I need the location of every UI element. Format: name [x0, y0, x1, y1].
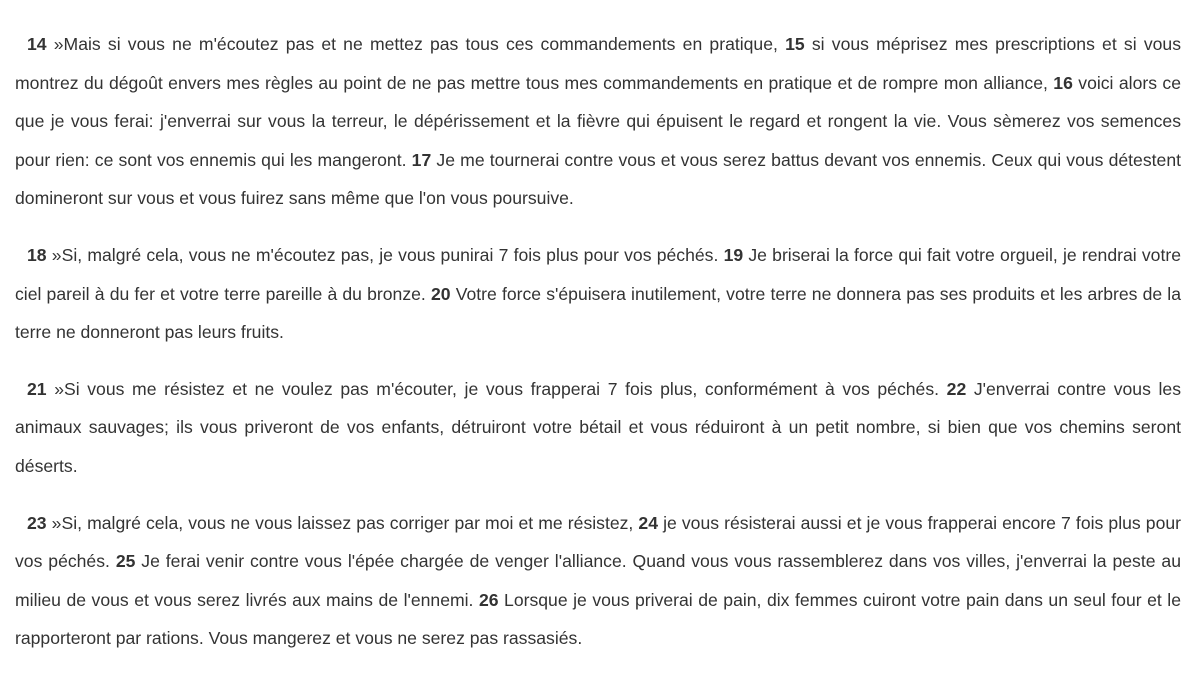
verse-number: 20 — [430, 283, 451, 304]
verse-number: 15 — [785, 34, 805, 54]
verse-text: Je me tournerai contre vous et vous serez battus devant vos ennemis. Ceux qui vous détestent domineront sur vous et vous fuirez sans même que l'on vous poursuive. — [15, 149, 1181, 209]
verse-number: 23 — [27, 512, 47, 533]
verse-number: 22 — [946, 378, 967, 399]
verse-text: Je ferai venir contre vous l'épée chargée de venger l'alliance. Quand vous vous rassemblerez dans vos villes, j'enverrai la peste au milieu de vous et vous serez livrés aux mains de l'ennemi. — [15, 551, 1181, 610]
verse-text: voici alors ce que je vous ferai: j'enverrai sur vous la terreur, le dépérissement et la fièvre qui épuisent le regard et rongent la vie. Vous sèmerez vos semences pour rien: ce sont vos ennemis qui les mangeront. — [15, 72, 1181, 170]
verse-number: 21 — [27, 378, 47, 399]
verse-text: Je briserai la force qui fait votre orgueil, je rendrai votre ciel pareil à du fer et votre terre pareille à du bronze. — [15, 244, 1181, 304]
paragraph-4 — [15, 504, 1181, 658]
verse-text: je vous résisterai aussi et je vous frapperai encore 7 fois plus pour vos péchés. — [15, 512, 1181, 572]
verse-number: 16 — [1053, 72, 1073, 93]
verse-number: 24 — [638, 512, 658, 533]
verse-text: »Mais si vous ne m'écoutez pas et ne mettez pas tous ces commandements en pratique, — [46, 34, 786, 54]
verse-text: Lorsque je vous priverai de pain, dix femmes cuiront votre pain dans un seul four et le rapporteront par rations. Vous mangerez et vous ne serez pas rassasiés. — [15, 589, 1181, 649]
verse-text: »Si, malgré cela, vous ne m'écoutez pas, je vous punirai 7 fois plus pour vos péchés. — [46, 244, 724, 265]
paragraph-2 — [15, 236, 1181, 352]
verse-number: 18 — [27, 244, 47, 265]
verse-text: J'enverrai contre vous les animaux sauvages; ils vous priveront de vos enfants, détruiront votre bétail et vous réduiront à un petit nombre, si bien que vos chemins seront déserts. — [15, 378, 1182, 476]
verse-number: 14 — [27, 34, 47, 54]
verse-number: 19 — [723, 244, 744, 265]
verse-number: 25 — [115, 551, 136, 572]
paragraph-1 — [15, 25, 1181, 218]
verse-text: »Si vous me résistez et ne voulez pas m'écouter, je vous frapperai 7 fois plus, conformément à vos péchés. — [46, 378, 947, 399]
paragraph-3 — [15, 370, 1181, 486]
verse-number: 26 — [478, 589, 499, 610]
verse-text: »Si, malgré cela, vous ne vous laissez pas corriger par moi et me résistez, — [46, 512, 639, 533]
verse-text: Votre force s'épuisera inutilement, votre terre ne donnera pas ses produits et les arbres de la terre ne donneront pas leurs fruits. — [15, 283, 1182, 343]
verse-text: si vous méprisez mes prescriptions et si vous montrez du dégoût envers mes règles au point de ne pas mettre tous mes commandements en pratique et de rompre mon alliance, — [15, 34, 1181, 93]
verse-number: 17 — [411, 149, 432, 170]
